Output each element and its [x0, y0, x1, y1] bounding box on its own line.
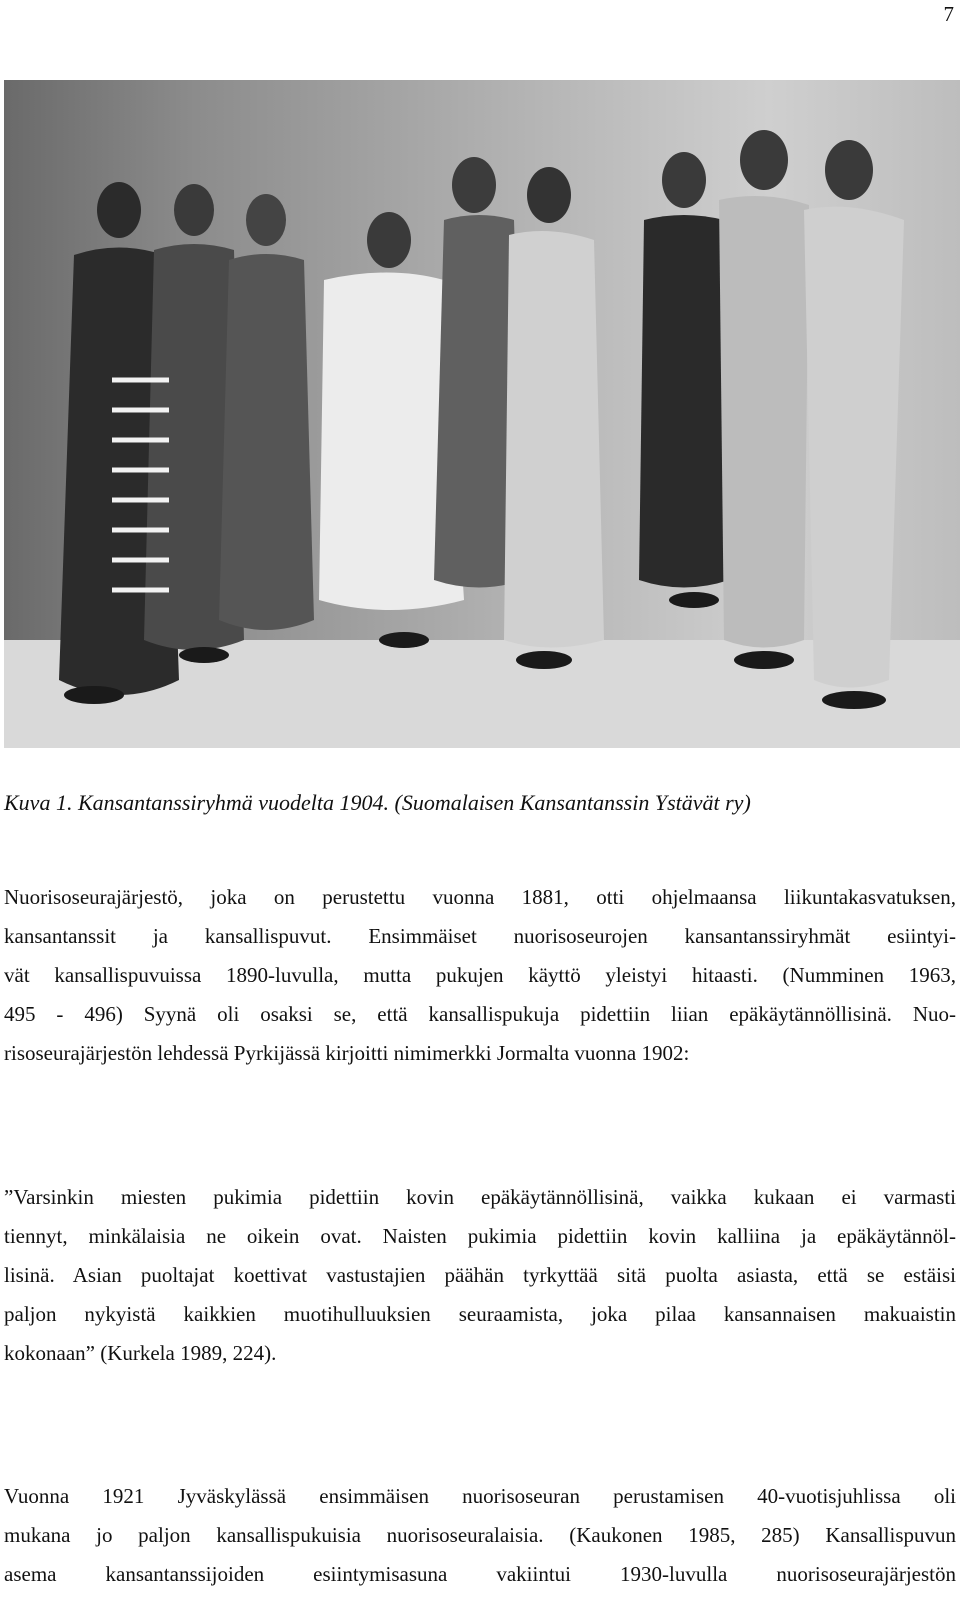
figure-head	[740, 130, 788, 190]
figure-caption: Kuva 1. Kansantanssiryhmä vuodelta 1904. (Suomalaisen Kansantanssin Ystävät ry)	[4, 790, 751, 815]
text-line: risoseurajärjestön lehdessä Pyrkijässä kirjoitti nimimerkki Jormalta vuonna 1902:	[4, 1041, 690, 1065]
text-line: tiennyt, minkälaisia ne oikein ovat. Naisten pukimia pidettiin kovin kalliina ja epäkäytännöl-	[4, 1224, 956, 1248]
figure-body	[719, 196, 809, 648]
figure-head	[246, 194, 286, 246]
text-line: Nuorisoseurajärjestö, joka on perustettu vuonna 1881, otti ohjelmaansa liikuntakasvatuksen,	[4, 885, 956, 909]
figure-body	[219, 254, 314, 630]
figure-head	[662, 152, 706, 208]
paragraph-3	[4, 1477, 956, 1594]
text-line: kokonaan” (Kurkela 1989, 224).	[4, 1341, 277, 1365]
photo-illustration	[4, 80, 960, 748]
figure-head	[452, 157, 496, 213]
text-line: asema kansantanssijoiden esiintymisasuna vakiintui 1930-luvulla nuorisoseurajärjestön	[4, 1562, 956, 1586]
text-line: mukana jo paljon kansallispukuisia nuorisoseuralaisia. (Kaukonen 1985, 285) Kansallispuvun	[4, 1523, 956, 1547]
figure-body	[639, 215, 729, 588]
figure-head	[174, 184, 214, 236]
page-number: 7	[943, 2, 954, 26]
figure-head	[527, 167, 571, 223]
figure-head	[367, 212, 411, 268]
text-line: 495 - 496) Syynä oli osaksi se, että kansallispukuja pidettiin liian epäkäytännöllisinä. Nuo-	[4, 1002, 956, 1026]
text-line: lisinä. Asian puoltajat koettivat vastustajien päähän tyrkyttää sitä puolta asiasta, että se estäisi	[4, 1263, 956, 1287]
text-line: kansantanssit ja kansallispuvut. Ensimmäiset nuorisoseurojen kansantanssiryhmät esiintyi-	[4, 924, 956, 948]
text-line: ”Varsinkin miesten pukimia pidettiin kovin epäkäytännöllisinä, vaikka kukaan ei varmasti	[4, 1185, 956, 1209]
figure-body	[504, 231, 604, 648]
figure-body	[804, 207, 904, 688]
text-line: Vuonna 1921 Jyväskylässä ensimmäisen nuorisoseuran perustamisen 40-vuotisjuhlissa oli	[4, 1484, 956, 1508]
text-line: paljon nykyistä kaikkien muotihulluuksien seuraamista, joka pilaa kansannaisen makuaistin	[4, 1302, 956, 1326]
paragraph-1	[4, 878, 956, 1073]
text-line: vät kansallispuvuissa 1890-luvulla, mutta pukujen käyttö yleistyi hitaasti. (Numminen 1963,	[4, 963, 956, 987]
figure-head	[97, 182, 141, 238]
figure-head	[825, 140, 873, 200]
historical-photo	[4, 80, 960, 748]
quote-paragraph	[4, 1178, 956, 1373]
